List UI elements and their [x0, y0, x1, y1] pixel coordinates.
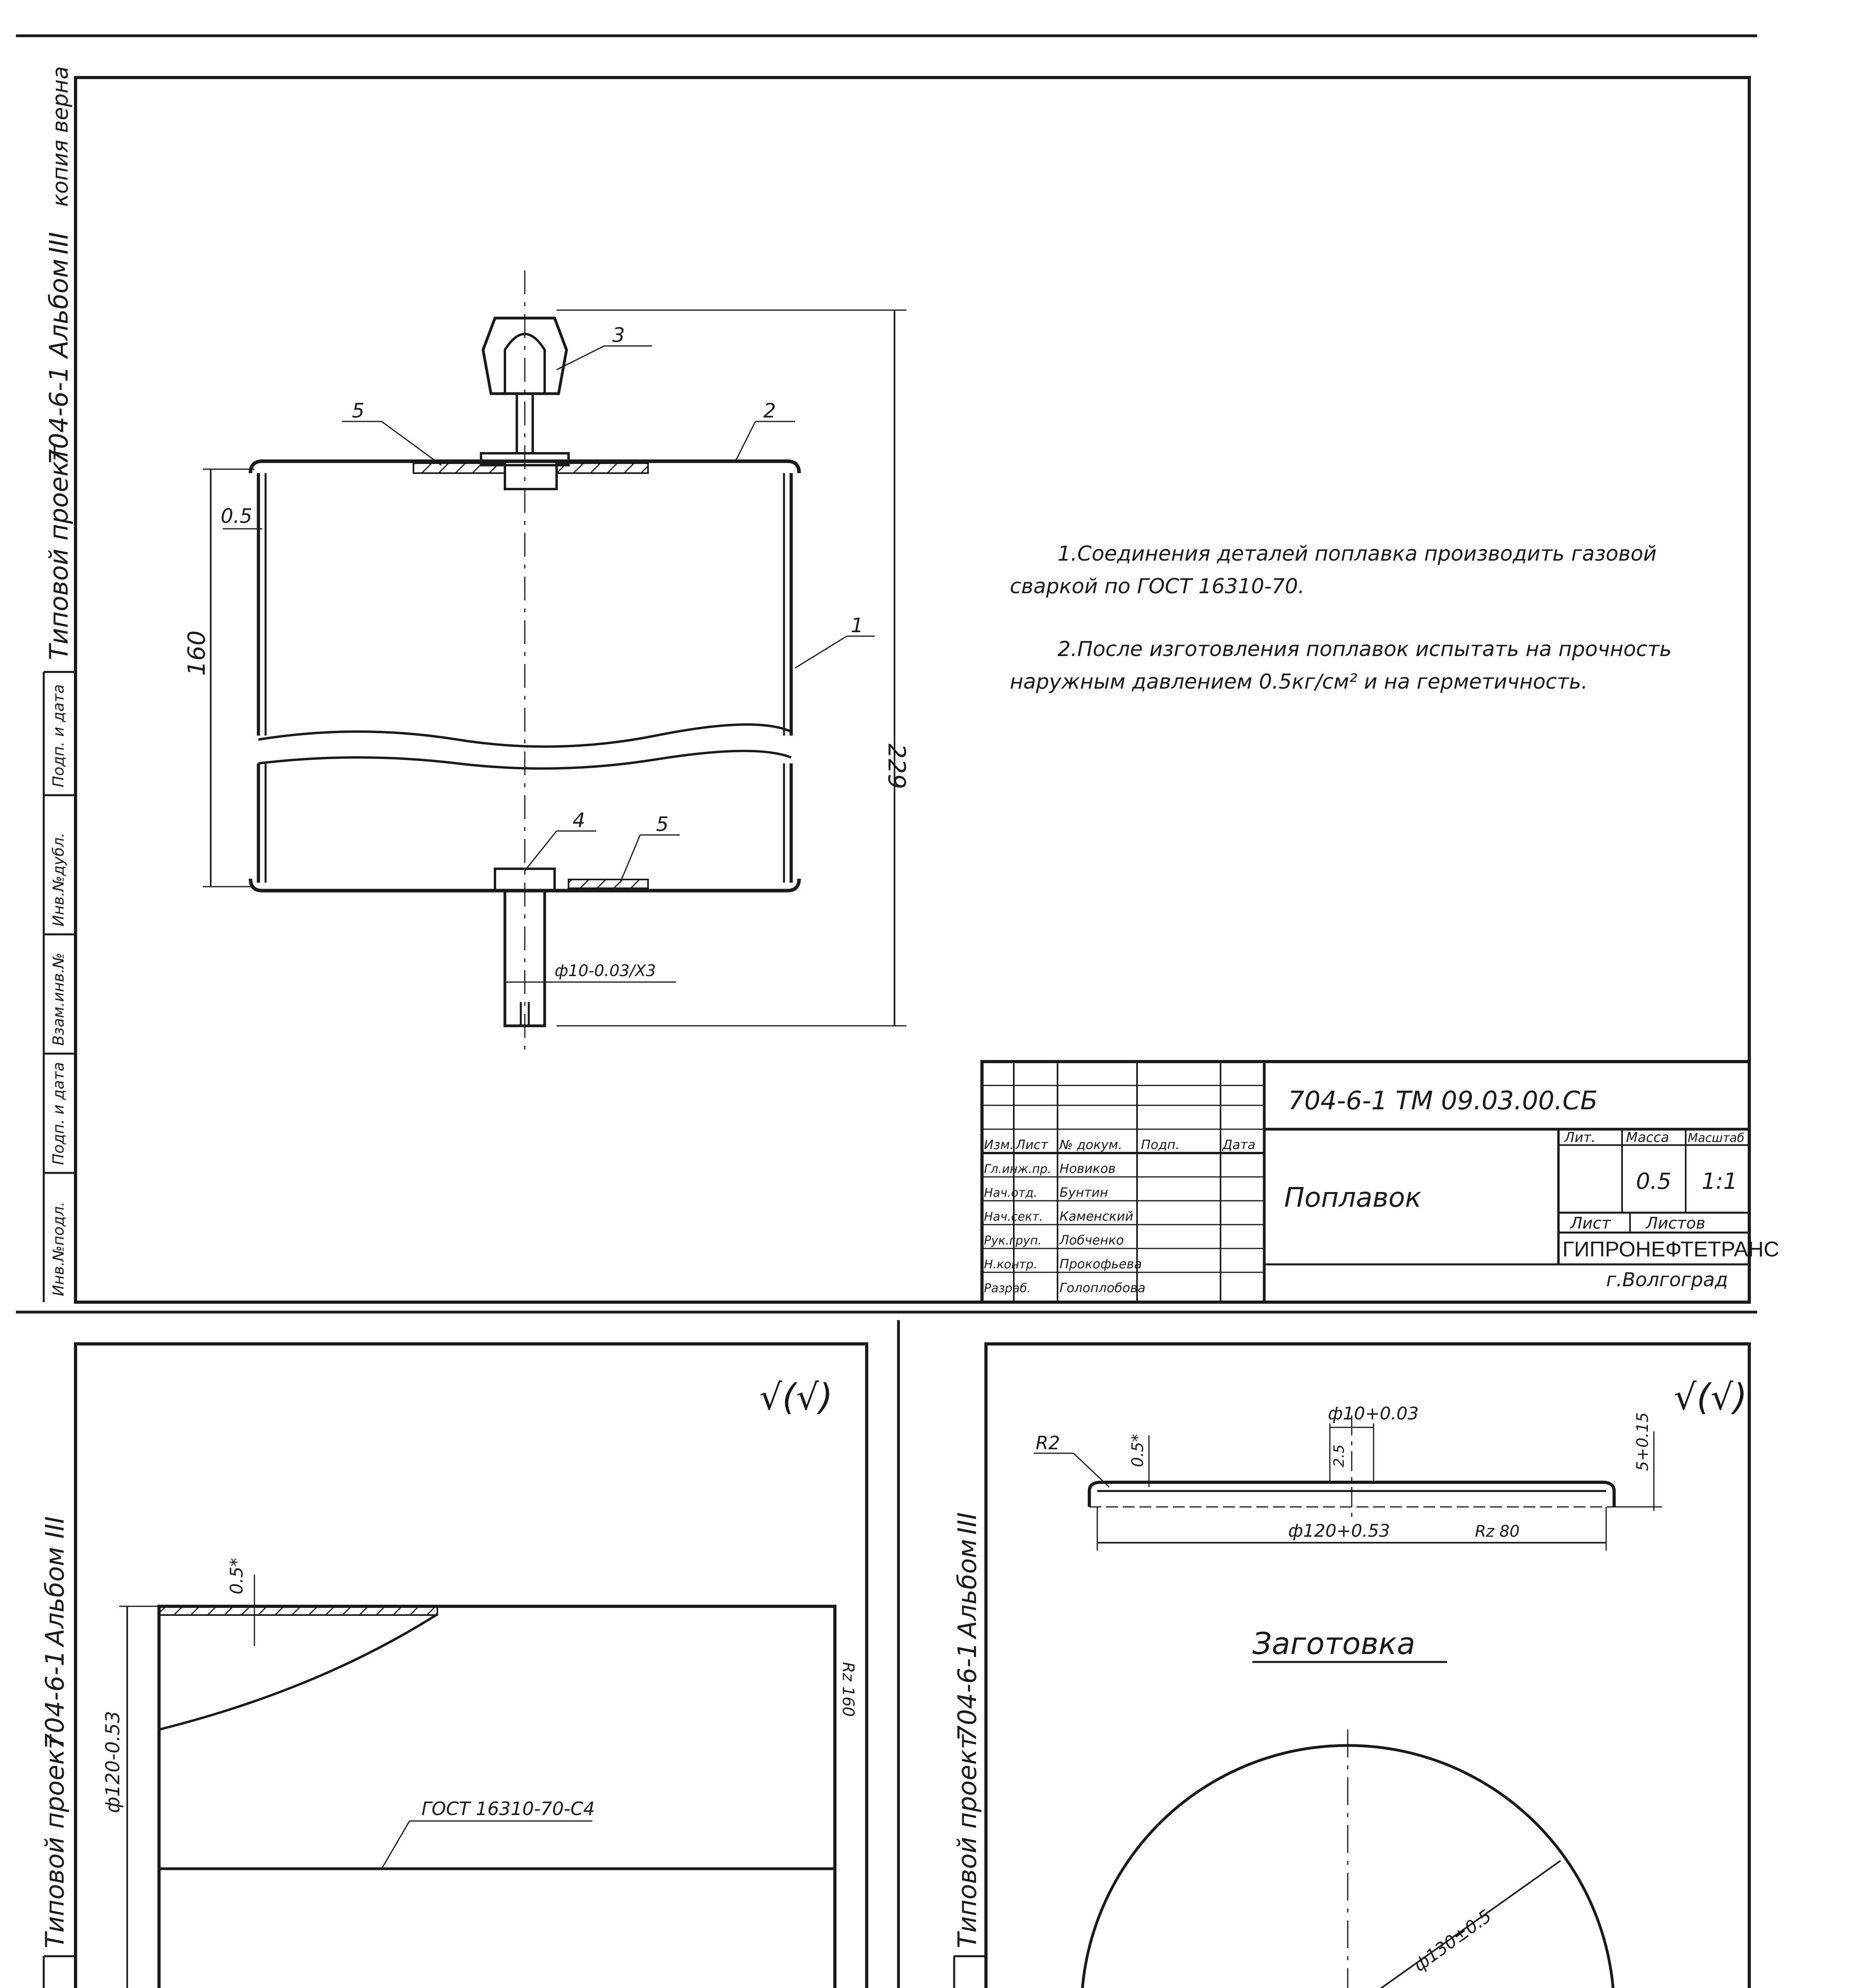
position-label-4: 4	[572, 809, 585, 832]
title-lit-label: Лит.	[1564, 1130, 1596, 1145]
position-label-2: 2	[763, 399, 776, 422]
title-scale: 1:1	[1702, 1169, 1738, 1194]
shell-sheet	[41, 1320, 898, 1988]
bottom-dim-wall: 0.5*	[1129, 1434, 1147, 1467]
signature-role: Разраб.	[984, 1281, 1031, 1295]
bottom-dim-diameter: ф120+0.53	[1288, 1521, 1390, 1541]
margin-project-code: 704-6-1	[41, 1650, 70, 1749]
technical-notes	[1010, 542, 1672, 694]
title-city: г.Волгоград	[1606, 1269, 1728, 1291]
signature-name: Прокофьева	[1060, 1256, 1142, 1272]
signature-role: Нач.отд.	[984, 1186, 1038, 1200]
margin-project-label: Типовой проект	[953, 1734, 982, 1948]
signature-role: Н.контр.	[984, 1258, 1038, 1272]
title-mass: 0.5	[1636, 1169, 1672, 1194]
bottom-roughness: √(√)	[1674, 1376, 1747, 1418]
title-scale-label: Масштаб	[1688, 1131, 1745, 1145]
title-col-header: Изм.	[984, 1137, 1014, 1152]
bottom-roughness-rz: Rz 80	[1475, 1522, 1520, 1541]
signature-role: Гл.инж.пр.	[984, 1162, 1052, 1176]
margin-album-number: III	[953, 1512, 982, 1535]
margin-album-label: Альбом	[45, 258, 74, 358]
margin-album-number: III	[45, 232, 74, 254]
margin-project-code: 704-6-1	[45, 366, 74, 465]
assembly-title-block	[982, 1062, 1779, 1302]
binding-margin-bottom-right	[953, 1512, 986, 1988]
margin-stamp-field: Подп. и дата	[50, 1062, 67, 1165]
assembly-dim-total-height: 229	[883, 744, 910, 789]
position-label-5-top: 5	[352, 399, 365, 422]
assembly-dim-wall: 0.5	[221, 505, 252, 528]
margin-stamp-field: Взам.инв.№	[50, 953, 67, 1046]
assembly-dim-shaft: ф10-0.03/Х3	[555, 962, 656, 980]
margin-project-label: Типовой проект	[45, 446, 74, 660]
binding-margin-bottom-left	[41, 1516, 76, 1988]
shell-weld-callout: ГОСТ 16310-70-С4	[421, 1798, 595, 1819]
margin-project-code: 704-6-1	[953, 1642, 982, 1741]
bottom-dim-hole: ф10+0.03	[1328, 1404, 1419, 1424]
position-label-1: 1	[851, 614, 864, 637]
note-1: 1.Соединения деталей поплавка производить газовой сваркой по ГОСТ 16310-70.	[1010, 542, 1657, 598]
position-label-3: 3	[612, 324, 625, 347]
margin-album-number: III	[41, 1516, 70, 1539]
position-label-5: 5	[656, 813, 669, 836]
title-name: Поплавок	[1284, 1182, 1422, 1213]
margin-project-label: Типовой проект	[41, 1734, 70, 1948]
signature-role: Рук.груп.	[984, 1234, 1042, 1248]
float-assembly-drawing	[183, 270, 910, 1054]
title-col-header: Подп.	[1141, 1137, 1180, 1152]
assembly-sheet	[16, 36, 1779, 1312]
title-mass-label: Масса	[1626, 1130, 1669, 1145]
bottom-profile-drawing	[1034, 1404, 1662, 1551]
shell-dim-diameter: ф120-0.53	[102, 1711, 124, 1813]
bottom-dim-hole-depth: 2.5	[1331, 1444, 1347, 1467]
title-col-header: Лист	[1016, 1137, 1048, 1152]
assembly-dim-height: 160	[183, 630, 211, 676]
title-sheet-label: Лист	[1570, 1214, 1611, 1233]
shell-dim-wall: 0.5*	[227, 1558, 247, 1594]
blank-title: Заготовка	[1252, 1626, 1415, 1661]
signature-name: Голоплобова	[1060, 1280, 1146, 1295]
shell-roughness-side: Rz 160	[839, 1662, 857, 1717]
shell-roughness: √(√)	[759, 1376, 833, 1418]
bottom-dim-height: 5+0.15	[1634, 1412, 1652, 1471]
title-col-header: № докум.	[1060, 1137, 1122, 1152]
signature-name: Новиков	[1060, 1161, 1116, 1176]
margin-album-label: Альбом	[953, 1539, 982, 1638]
margin-stamp-field: Подп. и дата	[50, 684, 67, 787]
signature-name: Каменский	[1060, 1209, 1133, 1224]
margin-album-label: Альбом	[41, 1547, 70, 1646]
title-sheets-label: Листов	[1646, 1214, 1706, 1233]
blank-dim-diameter: ф130±0.5	[1410, 1906, 1496, 1976]
note-2: 2.После изготовления поплавок испытать на прочность наружным давлением 0.5кг/см² и на герметичность.	[1010, 637, 1672, 694]
margin-stamp-field: Инв.№подл.	[50, 1201, 67, 1296]
bottom-dim-radius: R2	[1036, 1432, 1060, 1454]
margin-copy-label: копия верна	[48, 66, 73, 207]
signature-name: Лобченко	[1060, 1233, 1124, 1248]
title-col-header: Дата	[1223, 1137, 1256, 1152]
signature-role: Нач.сект.	[984, 1210, 1043, 1224]
binding-margin-top	[44, 66, 76, 1302]
blank-drawing	[1065, 1626, 1630, 1988]
margin-stamp-field: Инв.№дубл.	[50, 833, 67, 926]
title-organization: ГИПРОНЕФТЕТРАНС	[1562, 1237, 1779, 1261]
title-designation: 704-6-1 ТМ 09.03.00.СБ	[1288, 1086, 1598, 1116]
shell-drawing	[102, 1558, 857, 1988]
signature-name: Бунтин	[1060, 1185, 1108, 1200]
bottom-sheet	[953, 1344, 1763, 1988]
